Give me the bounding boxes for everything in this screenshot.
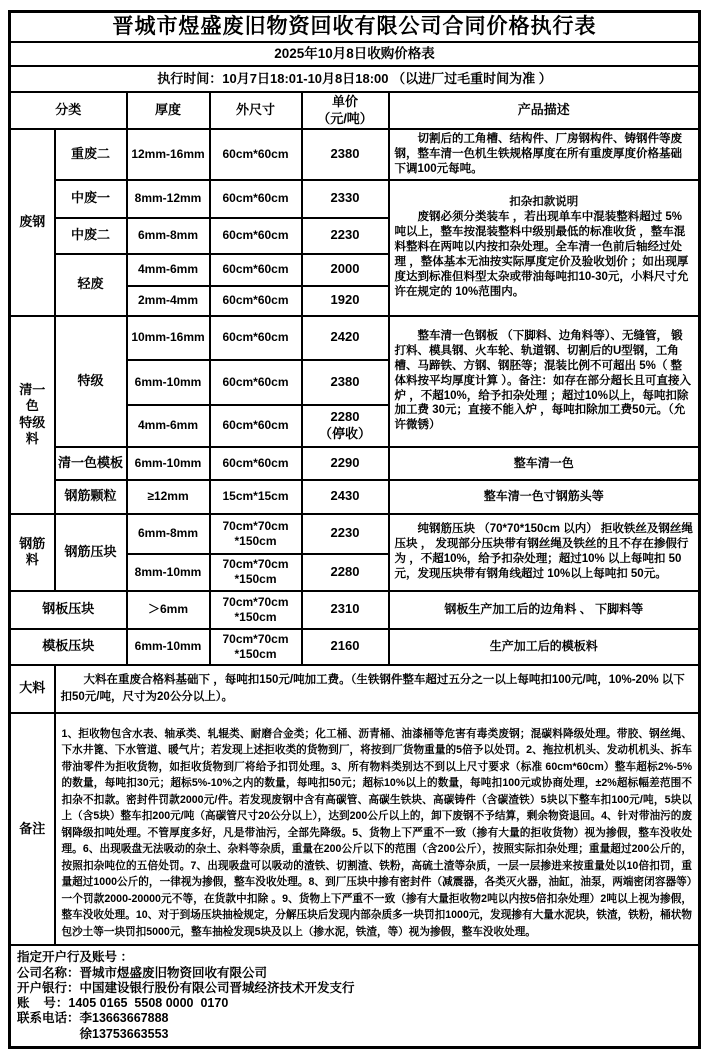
price-r7: 2380 xyxy=(302,360,389,405)
group-qingyise-line2: 特级料 xyxy=(19,414,46,446)
header-price xyxy=(302,92,389,129)
size-r2: 60cm*60cm xyxy=(210,180,302,218)
thickness-r3: 6mm-8mm xyxy=(127,218,210,254)
company-name: 公司名称：晋城市煜盛废旧物资回收有限公司 xyxy=(17,965,268,980)
desc-gangjin-yakuai xyxy=(389,514,700,591)
size-r9: 60cm*60cm xyxy=(210,447,302,480)
price-r8-note: （停收） xyxy=(318,425,371,441)
header-price-line2: （元/吨） xyxy=(317,110,373,126)
bank-name: 开户银行：中国建设银行股份有限公司晋城经济技术开发支行 xyxy=(17,980,355,995)
size-r11-line1: 70cm*70cm xyxy=(222,518,289,533)
size-r13-line1: 70cm*70cm xyxy=(222,594,289,609)
price-r11: 2230 xyxy=(302,514,389,554)
cat-qingyise-moban: 清一色模板 xyxy=(55,447,127,480)
desc-deduction xyxy=(389,180,700,316)
cat-teji: 特级 xyxy=(55,316,127,447)
size-r14-line2: *150cm xyxy=(234,646,277,661)
thickness-r4: 4mm-6mm xyxy=(127,254,210,286)
execution-time: 执行时间：10月7日18:01-10月8日18:00 （以进厂过毛重时间为准 ） xyxy=(10,66,700,92)
size-r5: 60cm*60cm xyxy=(210,286,302,316)
size-r10: 15cm*15cm xyxy=(210,480,302,514)
header-size: 外尺寸 xyxy=(210,92,302,129)
size-r12-line2: *150cm xyxy=(234,572,277,587)
desc-gangban-yakuai: 钢板生产加工后的边角料 、 下脚料等 xyxy=(389,591,700,629)
dalia-description xyxy=(55,665,700,713)
price-r10: 2430 xyxy=(302,480,389,514)
size-r13 xyxy=(210,591,302,629)
price-r12: 2280 xyxy=(302,554,389,591)
dalia-label: 大料 xyxy=(10,665,55,713)
thickness-r11: 6mm-8mm xyxy=(127,514,210,554)
desc-heavy-scrap-text: 切割后的工角槽、结构件、厂房钢构件、铸钢件等废钢，整车清一色机生铁规格厚度在所有重废厚度价格基础下调100元每吨。 xyxy=(394,132,682,175)
group-qingyise-tejiliao xyxy=(10,316,55,514)
size-r6: 60cm*60cm xyxy=(210,316,302,360)
size-r11-line2: *150cm xyxy=(234,533,277,548)
size-r7: 60cm*60cm xyxy=(210,360,302,405)
group-feigang: 废钢 xyxy=(10,129,55,316)
cat-gangjin-keli: 钢筋颗粒 xyxy=(55,480,127,514)
size-r11 xyxy=(210,514,302,554)
price-r2: 2330 xyxy=(302,180,389,218)
cat-qingfei: 轻废 xyxy=(55,254,127,316)
bank-info-heading: 指定开户行及账号 ： xyxy=(17,950,133,965)
price-table xyxy=(8,10,701,1049)
group-gangjinliao: 钢筋料 xyxy=(10,514,55,591)
bank-info-block xyxy=(10,945,700,1047)
subtitle: 2025年10月8日收购价格表 xyxy=(10,42,700,66)
group-qingyise-line1: 清一色 xyxy=(19,382,46,414)
cat-gangban-yakuai: 钢板压块 xyxy=(10,591,127,629)
desc-qingyise-moban: 整车清一色 xyxy=(389,447,700,480)
price-r5: 1920 xyxy=(302,286,389,316)
size-r3: 60cm*60cm xyxy=(210,218,302,254)
remarks-label: 备注 xyxy=(10,713,55,946)
price-r1: 2380 xyxy=(302,129,389,180)
size-r12 xyxy=(210,554,302,591)
size-r13-line2: *150cm xyxy=(234,609,277,624)
size-r12-line1: 70cm*70cm xyxy=(222,557,289,572)
price-r8-value: 2280 xyxy=(330,409,360,425)
contact-phone-li: 联系电话：李13663667888 xyxy=(17,1011,169,1026)
size-r14-line1: 70cm*70cm xyxy=(222,631,289,646)
thickness-r9: 6mm-10mm xyxy=(127,447,210,480)
cat-gangjin-yakuai: 钢筋压块 xyxy=(55,514,127,591)
desc-heavy-scrap xyxy=(389,129,700,180)
cat-zhongfei-b: 中废二 xyxy=(55,218,127,254)
page-title: 晋城市煜盛废旧物资回收有限公司合同价格执行表 xyxy=(10,12,700,43)
remarks-body: 1、拒收物包含水表、轴承类、轧辊类、耐磨合金类；化工桶、沥青桶、油漆桶等危害有毒类废钢；混碳料降级处理。带胶、钢丝绳、下水井篦、下水管道、暖气片；若发现上述拒收类的货物到厂，将按到厂货物重量的5倍予以处罚。2、拖拉机机头、发动机机头、拆车带油零件为拒收货物，如拒收货物到厂将给予扣罚处理。3、所有物料类别达不到以上尺寸要求（标准 60cm*60cm）整车超标2%-5%的数量，每吨扣30元；超标5%-10%之内的数量，每吨扣50元；超标10%以上的数量，每吨扣100元或协商处理，±2%超标幅差范围不扣杂不扣款。密封件罚款2000元/件。若发现废钢中含有高碳管、高碳生铁块、高碳铸件（含碳渣铁）5块以下整车扣100元/吨，5块以上（含5块）整车扣200元/吨（高碳管尺寸20公分以上），达到200公斤以上的，卸下废钢不予结算，剩余物资退回。4、针对带油污的废钢降级扣吨处理。不管厚度多好，凡是带油污，全部先降级。5、货物上下严重不一致（掺有大量的拒收货物）视为掺假，整车没收处理。6、出现吸盘无法吸动的杂土、杂料等杂质，重量在200公斤以下的范围（含200公斤），按照实际扣杂处理；重量超过200公斤的，按照扣杂吨位的五倍处罚。7、出现吸盘可以吸动的渣铁、切割渣、铁粉，高硫土渣等杂质，一层一层掺进来按重量处以10倍扣罚，重量超过1000公斤的，一律视为掺假，整车没收处理。8、到厂压块中掺有密封件（减震器，各类灭火器，油缸，油泵，两端密闭容器等）一个罚款2000-20000元不等，在货款中扣除 。9、货物上下严重不一致（掺有大量拒收物2吨以内按5倍扣杂处理）2吨以上视为掺假，整车没收处理。10、对于到场压块抽检规定，分解压块后发现内部杂质多一块罚扣1000元，发现掺有大量水泥块，铁渣，铁粉，桶状物包沙土等一块罚扣5000元，整车抽检发现5块及以上（掺水泥，铁渣，等）视为掺假，整车没收处理。 xyxy=(55,713,700,946)
thickness-r13: ＞6mm xyxy=(127,591,210,629)
desc-moban-yakuai: 生产加工后的模板料 xyxy=(389,629,700,665)
price-r9: 2290 xyxy=(302,447,389,480)
size-r14 xyxy=(210,629,302,665)
thickness-r12: 8mm-10mm xyxy=(127,554,210,591)
size-r8: 60cm*60cm xyxy=(210,405,302,447)
thickness-r2: 8mm-12mm xyxy=(127,180,210,218)
desc-special-grade-text: 整车清一色钢板 （下脚料、边角料等）、无缝管， 锻打料、模具钢、火车轮、轨道钢、切割后的U型钢，工角槽、马蹄铁、方钢、钢胚等；混装比例不可超出 5%（ 整体料按平均厚度计算 ）。备注：如存在部分超长且可直接入炉 ，不超10%，给予扣杂处理 ；超过10%以上，每吨扣除加工费 30元；直接不能入炉 ，每吨扣除加工费50元。（允许微锈） xyxy=(394,329,691,432)
thickness-r14: 6mm-10mm xyxy=(127,629,210,665)
header-category: 分类 xyxy=(10,92,127,129)
size-r1: 60cm*60cm xyxy=(210,129,302,180)
size-r4: 60cm*60cm xyxy=(210,254,302,286)
contact-phone-xu: 徐13753663553 xyxy=(17,1026,169,1041)
header-description: 产品描述 xyxy=(389,92,700,129)
price-r6: 2420 xyxy=(302,316,389,360)
price-r13: 2310 xyxy=(302,591,389,629)
thickness-r10: ≥12mm xyxy=(127,480,210,514)
cat-zhongfei-a: 中废一 xyxy=(55,180,127,218)
dalia-description-text: 大料在重废合格料基础下 ，每吨扣150元/吨加工费。（生铁钢件整车超过五分之一以上每吨扣100元/吨，10%-20% 以下扣50元/吨，尺寸为20公分以上）。 xyxy=(60,673,685,703)
thickness-r5: 2mm-4mm xyxy=(127,286,210,316)
cat-zhongfei2: 重废二 xyxy=(55,129,127,180)
price-r8 xyxy=(302,405,389,447)
account-number: 账 号：1405 0165 5508 0000 0170 xyxy=(17,996,229,1011)
price-r14: 2160 xyxy=(302,629,389,665)
header-thickness: 厚度 xyxy=(127,92,210,129)
desc-gangjin-yakuai-text: 纯钢筋压块 （70*70*150cm 以内） 拒收铁丝及钢丝绳压块 ， 发现部分压块带有钢丝绳及铁丝的且不存在掺假行为 ，不超10%，给予扣杂处理；超过10% 以上每吨扣 50元，发现压块带有钢角线超过 10%以上每吨扣 50元。 xyxy=(394,523,693,580)
desc-special-grade xyxy=(389,316,700,447)
header-price-line1: 单价 xyxy=(331,94,358,110)
price-r4: 2000 xyxy=(302,254,389,286)
price-r3: 2230 xyxy=(302,218,389,254)
thickness-r7: 6mm-10mm xyxy=(127,360,210,405)
desc-deduction-body: 废钢必须分类装车 ，若出现单车中混装整料超过 5%吨以上，整车按混装整料中级别最低的标准收货 ，整车混料整料在两吨以内按扣杂处理。全车清一色前后轴经过处理 ，整体基本无油按实际厚度定价及验收划价 ；如出现厚度达到标准但料型太杂或带油每吨扣10-30元，小料尺寸允许在规定的 10%范围内。 xyxy=(394,211,689,298)
thickness-r8: 4mm-6mm xyxy=(127,405,210,447)
thickness-r1: 12mm-16mm xyxy=(127,129,210,180)
cat-moban-yakuai: 模板压块 xyxy=(10,629,127,665)
desc-deduction-title: 扣杂扣款说明 xyxy=(509,196,579,209)
desc-gangjin-keli: 整车清一色寸钢筋头等 xyxy=(389,480,700,514)
thickness-r6: 10mm-16mm xyxy=(127,316,210,360)
